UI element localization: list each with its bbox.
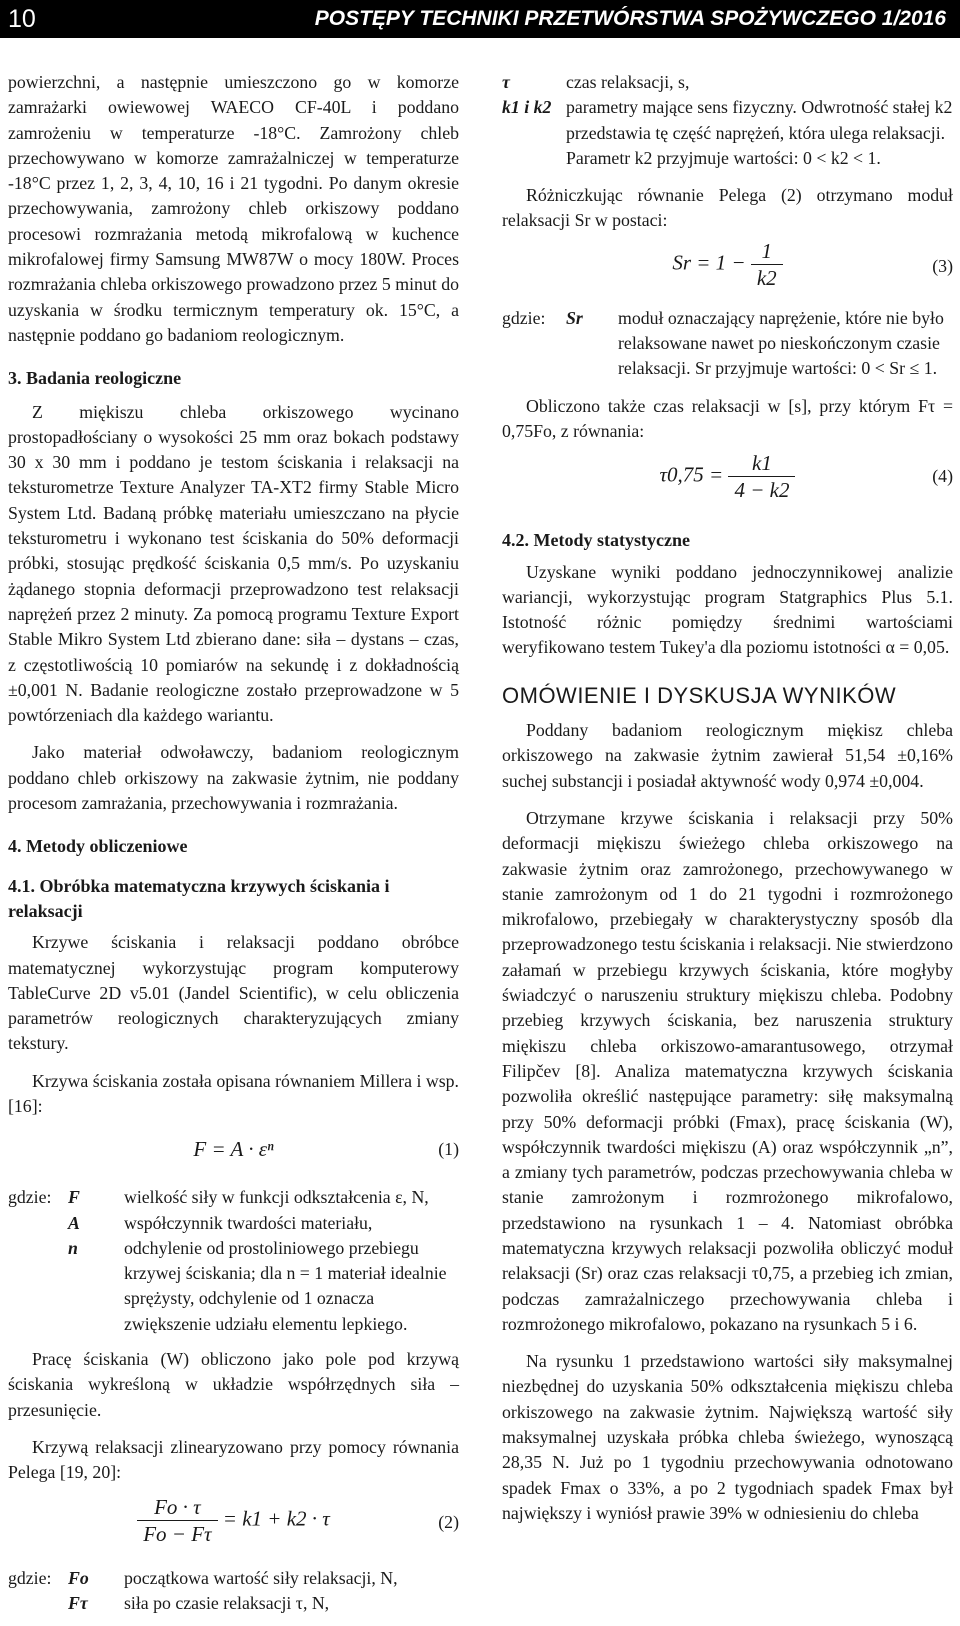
equation-formula: F = A · εⁿ — [193, 1137, 274, 1162]
gdzie-label: gdzie: — [8, 1187, 52, 1208]
gdzie-label: gdzie: — [502, 307, 546, 328]
paragraph: powierzchni, a następnie umieszczono go w komorze zamrażarki owiewowej WAECO CF-40L i poddano zamrożeniu w temperaturze -18°C. Zamrożony chleb przechowywano w komorze zamrażalniczej w temperaturze -18°C przez 1, 2, 3, 4, 10, 16 i 21 tygodni. Po danym okresie przechowywania, zamrożony chleb orkiszowy poddano procesowi rozmrażania metodą mikrofalową w kuchence mikrofalowej firmy Samsung MW87W o mocy 180W. Proces rozmrażania chleba orkiszowego prowadzono przez 5 minut do uzyskania w środku termicznym temperatury ok. 15°C, a następnie poddano go badaniom reologicznym. — [8, 72, 459, 345]
paragraph: Jako materiał odwoławczy, badaniom reologicznym poddano chleb orkiszowy na zakwasie żytnim, nie poddany procesom zamrażania, przechowywania i rozmrażania. — [8, 742, 459, 814]
definition-symbol: n — [68, 1237, 78, 1258]
equation-3 — [502, 234, 953, 300]
equation-number: (3) — [932, 255, 953, 276]
equation-number: (4) — [932, 466, 953, 487]
definitions-2 — [8, 1566, 459, 1617]
definition-symbol: τ — [502, 72, 510, 92]
definition-symbol: k1 i k2 — [502, 97, 552, 118]
equation-fraction: $\frac{1}{k2}$ — [751, 238, 783, 291]
definition-row — [8, 1211, 459, 1236]
paragraph: Krzywą relaksacji zlinearyzowano przy pomocy równania Pelega [19, 20]: — [8, 1436, 459, 1483]
page-header — [0, 0, 960, 38]
right-column — [502, 70, 953, 1526]
definitions-3 — [502, 70, 953, 171]
equation-4 — [502, 444, 953, 514]
definition-text: siła po czasie relaksacji τ, N, — [124, 1592, 330, 1613]
equation-number: (2) — [438, 1511, 459, 1532]
equation-fraction: $\frac{k1}{4 - k2}$ — [728, 450, 795, 503]
left-column — [8, 70, 459, 1626]
equation-1 — [8, 1119, 459, 1179]
equation-number: (1) — [438, 1139, 459, 1160]
page-number: 10 — [8, 5, 36, 33]
definition-text: czas relaksacji, s, — [566, 72, 690, 92]
paragraph: Poddany badaniom reologicznym miękisz chleba orkiszowego na zakwasie żytnim zawierał 51,54 ±0,16% suchej substancji i posiadał aktywność wody 0,974 ±0,004. — [502, 720, 953, 791]
paragraph: Otrzymane krzywe ściskania i relaksacji przy 50% deformacji miękiszu świeżego chleba orkiszowego na zakwasie żytnim oraz zamrożonego, przechowywanego w stanie zamrożonym od 1 do 21 tygodni i rozmrożonego mikrofalowo, przebiegały w charakterystyczny sposób dla przeprowadzonego testu ściskania i relaksacji. Nie stwierdzono załamań w przebiegu krzywych ściskania, które mogłyby świadczyć o naruszeniu struktury miękiszu chleba. Podobny przebieg krzywych ściskania, bez naruszenia struktury miękiszu chleba orkiszowo-amarantusowego, otrzymał Filipčev [8]. Analiza matematyczna krzywych ściskania pozwoliła określić następujące parametry: siłę maksymalną przy 50% deformacji próbki (Fmax), pracę ściskania (W), współczynnik twardości miękiszu (A) oraz współczynnik „n”, a zmiany tych parametrów, podczas przechowywania chleba w stanie zamrożonym i rozmrożonego mikrofalowo, przedstawiono na rysunkach 1 – 4. Natomiast obróbka matematyczna krzywych relaksacji pozwoliła obliczyć moduł relaksacji (Sr) oraz czas relaksacji τ0,75, a przebieg ich zmian, podczas zamrażalniczego przechowywania chleba i rozmrożonego mikrofalowo, pokazano na rysunkach 5 i 6. — [502, 807, 953, 1334]
paragraph: Pracę ściskania (W) obliczono jako pole pod krzywą ściskania wykreśloną w układzie współrzędnych siła – przesunięcie. — [8, 1349, 459, 1420]
paragraph: Uzyskane wyniki poddano jednoczynnikowej analizie wariancji, wykorzystując program Statgraphics Plus 5.1. Istotność różnic pomiędzy średnimi wartościami weryfikowano testem Tukey'a dla poziomu istotności α = 0,05. — [502, 561, 953, 658]
section-heading: 3. Badania reologiczne — [8, 368, 182, 389]
subsection-heading: 4.1. Obróbka matematyczna krzywych ściskania i relaksacji — [8, 875, 390, 921]
definition-text: odchylenie od prostoliniowego przebiegu krzywej ściskania; dla n = 1 materiał idealnie sprężysty, odchylenie od 1 oznacza zwiększenie udziału elementu lepkiego. — [124, 1237, 447, 1334]
paragraph: Różniczkując równanie Pelega (2) otrzymano moduł relaksacji Sr w postaci: — [502, 185, 953, 231]
definition-symbol: Sr — [566, 307, 583, 328]
subsection-heading: 4.2. Metody statystyczne — [502, 530, 690, 551]
definition-symbol: F — [68, 1187, 80, 1208]
definition-row — [8, 1591, 459, 1616]
definition-row — [502, 306, 953, 382]
paragraph: Krzywe ściskania i relaksacji poddano obróbce matematycznej wykorzystując program komputerowy TableCurve 2D v5.01 (Jandel Scientific), w celu obliczenia parametrów reologicznych charakteryzujących zmiany tekstury. — [8, 932, 459, 1054]
definition-row — [8, 1566, 459, 1591]
paragraph: Krzywa ściskania została opisana równaniem Millera i wsp. [16]: — [8, 1070, 459, 1116]
section-heading: 4. Metody obliczeniowe — [8, 836, 188, 857]
definition-text: wielkość siły w funkcji odkształcenia ε, N, — [124, 1187, 429, 1208]
equation-fraction: $\frac{Fo \cdot \tau}{Fo - F\tau}$ — [137, 1494, 217, 1547]
equation-2 — [8, 1486, 459, 1560]
definition-text: parametry mające sens fizyczny. Odwrotność stałej k2 przedstawia tę część naprężeń, która ulega relaksacji. Parametr k2 przyjmuje wartości: 0 < k2 < 1. — [566, 97, 953, 168]
paragraph: Z miękiszu chleba orkiszowego wycinano prostopadłościany o wysokości 25 mm oraz bokach podstawy 30 x 30 mm i poddano je testom ściskania i relaksacji na teksturometrze Texture Analyzer TA-XT2 firmy Stable Micro System Ltd. Badaną próbkę materiału umieszczano na płycie teksturometru i wykonano test ściskania do 50% deformacji próbki, stosując prędkość ściskania 0,5 mm/s. Po uzyskaniu żądanego stopnia deformacji przeprowadzono test relaksacji naprężeń przez 2 minuty. Za pomocą programu Texture Export Stable Mikro System Ltd zbierano dane: siła – dystans – czas, z częstotliwością 10 pomiarów na sekundę i z dokładnością ±0,001 N. Badanie reologiczne zostało przeprowadzone w 5 powtórzeniach dla każdego wariantu. — [8, 401, 459, 726]
definition-row — [8, 1236, 459, 1337]
journal-title: POSTĘPY TECHNIKI PRZETWÓRSTWA SPOŻYWCZEGO 1/2016 — [314, 7, 946, 30]
definition-row — [8, 1185, 459, 1210]
paragraph: Obliczono także czas relaksacji w [s], przy którym Fτ = 0,75Fo, z równania: — [502, 395, 953, 441]
definitions-4 — [502, 306, 953, 382]
definition-row — [502, 70, 953, 95]
equation-lhs: Sr = 1 − — [672, 250, 746, 275]
gdzie-label: gdzie: — [8, 1567, 52, 1588]
equation-lhs: τ0,75 = — [659, 462, 724, 487]
definition-row — [502, 95, 953, 171]
equation-rhs: = k1 + k2 · τ — [222, 1505, 330, 1530]
definition-text: początkowa wartość siły relaksacji, N, — [124, 1567, 398, 1588]
definition-symbol: Fo — [68, 1567, 89, 1588]
definitions-1 — [8, 1185, 459, 1337]
definition-symbol: A — [68, 1212, 80, 1233]
definition-text: moduł oznaczający naprężenie, które nie było relaksowane nawet po nieskończonym czasie relaksacji. Sr przyjmuje wartości: 0 < Sr ≤ 1. — [618, 307, 944, 379]
definition-text: współczynnik twardości materiału, — [124, 1212, 373, 1233]
definition-symbol: Fτ — [68, 1592, 88, 1613]
section-heading-major: OMÓWIENIE I DYSKUSJA WYNIKÓW — [502, 682, 897, 708]
paragraph: Na rysunku 1 przedstawiono wartości siły maksymalnej niezbędnej do uzyskania 50% odkształcenia miękiszu chleba orkiszowego na zakwasie żytnim. Największą wartość siły maksymalnej uzyskała próbka chleba świeżego, wynoszącą 28,35 N. Już po 1 tygodniu przechowywania odnotowano spadek Fmax o 33%, a po 2 tygodniach spadek Fmax był największy i wyniósł prawie 39% w odniesieniu do chleba — [502, 1351, 953, 1523]
